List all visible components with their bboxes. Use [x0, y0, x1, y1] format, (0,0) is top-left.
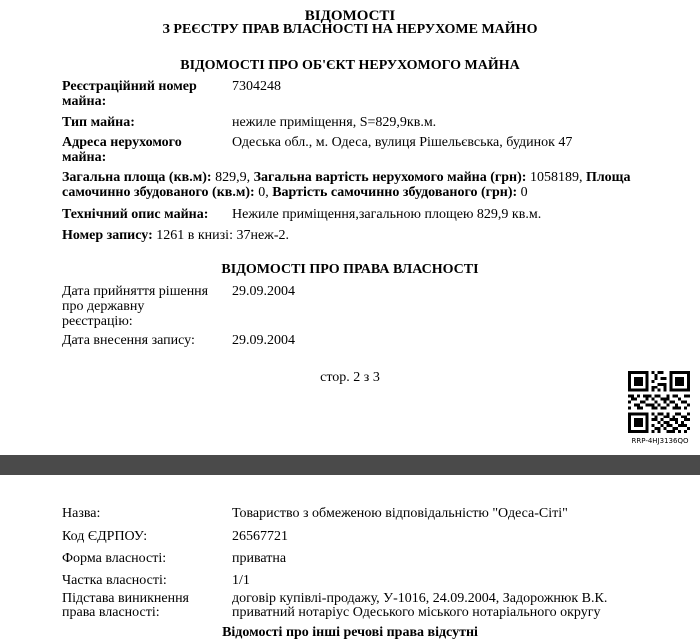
document-title: ВІДОМОСТІ	[304, 8, 396, 24]
tech-label: Технічний опис майна:	[62, 207, 209, 222]
qr-code-caption: RRP-4HJ3136QO	[631, 437, 689, 445]
field-ownership-basis	[62, 591, 662, 623]
entry-label: Дата внесення запису:	[62, 333, 195, 348]
cost-value: 1058189,	[526, 170, 586, 185]
decision-label-cont2: реєстрацію:	[62, 314, 133, 329]
owner-name-value: Товариство з обмеженою відповідальністю "Одеса-Сіті"	[232, 506, 568, 521]
edrpou-label: Код ЄДРПОУ:	[62, 529, 148, 544]
address-label-cont: майна:	[62, 150, 107, 165]
self-cost-value: 0	[517, 185, 528, 200]
field-edrpou	[62, 529, 662, 545]
field-entry-date	[62, 333, 662, 349]
qr-code-icon	[628, 371, 690, 433]
page-number: стор. 2 з 3	[320, 370, 380, 385]
tech-value: Нежиле приміщення,загальною площею 829,9 кв.м.	[232, 207, 542, 222]
decision-label-cont: про державну	[62, 299, 145, 314]
field-property-type	[62, 115, 662, 131]
type-label: Тип майна:	[62, 115, 135, 130]
self-area-value: 0,	[254, 185, 273, 200]
ownership-basis-label-cont: права власності:	[62, 605, 160, 620]
field-area-cost	[62, 170, 662, 202]
document-page-3	[0, 475, 700, 643]
self-area-label: Площа	[585, 170, 631, 185]
owner-name-label: Назва:	[62, 506, 101, 521]
record-label: Номер запису:	[62, 228, 153, 243]
ownership-share-label: Частка власності:	[62, 573, 167, 588]
ownership-basis-value-cont: приватний нотаріус Одеського міського нотаріального округу	[232, 605, 601, 620]
cost-label: Загальна вартість нерухомого майна (грн):	[253, 170, 527, 185]
page-separator	[0, 455, 700, 475]
address-label: Адреса нерухомого	[62, 135, 182, 150]
self-area-label-cont: самочинно збудованого (кв.м):	[62, 185, 255, 200]
decision-value: 29.09.2004	[232, 284, 295, 299]
field-decision-date	[62, 284, 662, 332]
address-value: Одеська обл., м. Одеса, вулиця Рішельєвська, будинок 47	[232, 135, 573, 150]
entry-value: 29.09.2004	[232, 333, 295, 348]
type-value: нежиле приміщення, S=829,9кв.м.	[232, 115, 437, 130]
area-value: 829,9,	[211, 170, 254, 185]
other-rights-note: Відомості про інші речові права відсутні	[222, 625, 478, 640]
record-value: 1261 в книзі: 37неж-2.	[152, 228, 289, 243]
ownership-share-value: 1/1	[232, 573, 250, 588]
document-subtitle: З РЕЄСТРУ ПРАВ ВЛАСНОСТІ НА НЕРУХОМЕ МАЙНО	[162, 22, 538, 37]
reg-number-label-cont: майна:	[62, 94, 107, 109]
decision-label: Дата прийняття рішення	[62, 284, 209, 299]
reg-number-value: 7304248	[232, 79, 281, 94]
section-heading-object: ВІДОМОСТІ ПРО ОБ'ЄКТ НЕРУХОМОГО МАЙНА	[180, 58, 520, 73]
field-ownership-form	[62, 551, 662, 567]
ownership-form-value: приватна	[232, 551, 287, 566]
field-address	[62, 135, 662, 167]
ownership-basis-label: Підстава виникнення	[62, 591, 189, 606]
reg-number-label: Реєстраційний номер	[62, 79, 197, 94]
edrpou-value: 26567721	[232, 529, 288, 544]
ownership-form-label: Форма власності:	[62, 551, 167, 566]
field-ownership-share	[62, 573, 662, 589]
area-label: Загальна площа (кв.м):	[62, 170, 212, 185]
field-record-number	[62, 228, 662, 244]
field-tech-description	[62, 207, 662, 223]
ownership-basis-value: договір купівлі-продажу, У-1016, 24.09.2004, Задорожнюк В.К.	[232, 591, 608, 606]
field-reg-number	[62, 79, 662, 111]
section-heading-rights: ВІДОМОСТІ ПРО ПРАВА ВЛАСНОСТІ	[221, 262, 479, 277]
field-owner-name	[62, 506, 662, 522]
self-cost-label: Вартість самочинно збудованого (грн):	[272, 185, 518, 200]
